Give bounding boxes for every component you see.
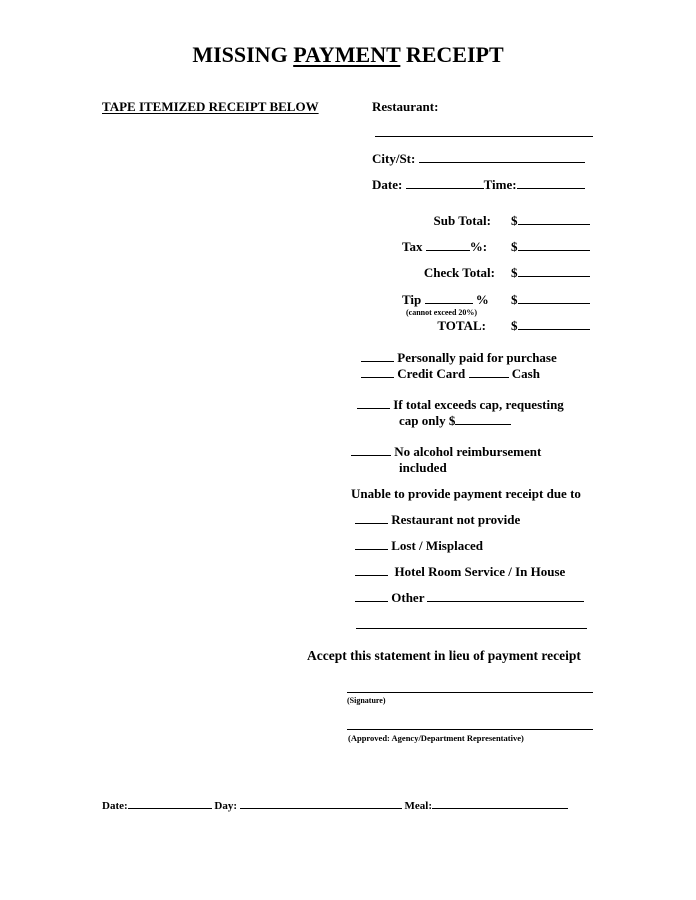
check-total-label: Check Total: [423, 265, 495, 280]
city-label: City/St: [372, 151, 416, 166]
cap-amount-row [399, 413, 511, 429]
total-row [511, 318, 590, 334]
credit-card-check[interactable] [361, 366, 394, 378]
cap-label-line1: If total exceeds cap, requesting [393, 397, 564, 412]
other-reason-field[interactable] [427, 590, 584, 602]
check-total-field[interactable] [518, 265, 590, 277]
restaurant-field[interactable] [375, 136, 593, 137]
subtotal-field[interactable] [518, 213, 590, 225]
footer-date-label: Date: [102, 800, 128, 812]
credit-card-label: Credit Card [397, 366, 466, 381]
currency-symbol: $ [511, 292, 518, 307]
footer-meal-field[interactable] [432, 799, 568, 809]
personally-paid-row [361, 350, 557, 366]
title-suffix: RECEIPT [405, 42, 504, 67]
tip-row [511, 292, 590, 308]
footer-date-field[interactable] [128, 799, 212, 809]
tip-label-row [402, 292, 489, 308]
approval-signature-field[interactable] [347, 729, 593, 730]
tax-label: Tax [402, 239, 423, 254]
cap-amount-field[interactable] [455, 413, 511, 425]
date-label: Date: [372, 177, 403, 192]
city-row [372, 151, 585, 167]
reason-label: Hotel Room Service / In House [394, 564, 566, 579]
personally-paid-check[interactable] [361, 350, 394, 362]
other-reason-continuation-field[interactable] [356, 628, 587, 629]
currency-symbol: $ [511, 239, 518, 254]
tip-label: Tip [402, 292, 422, 307]
currency-symbol: $ [511, 318, 518, 333]
reasons-heading: Unable to provide payment receipt due to [351, 486, 581, 501]
total-field[interactable] [518, 318, 590, 330]
footer-meal-label: Meal: [404, 800, 432, 812]
date-field[interactable] [406, 177, 484, 189]
subtotal-row [511, 213, 590, 229]
cap-label-line2: cap only $ [399, 413, 456, 428]
footer-row [102, 799, 568, 813]
payment-method-row [361, 366, 540, 382]
currency-symbol: $ [511, 265, 518, 280]
approved-label: (Approved: Agency/Department Representative) [348, 733, 524, 743]
cash-check[interactable] [469, 366, 509, 378]
total-label: TOTAL: [437, 318, 486, 333]
title-prefix: MISSING [192, 42, 288, 67]
alcohol-label-line2: included [399, 460, 447, 475]
tip-amount-field[interactable] [518, 292, 590, 304]
reason-check[interactable] [355, 538, 388, 550]
reason-item [355, 590, 584, 606]
subtotal-label: Sub Total: [433, 213, 491, 228]
reason-check[interactable] [355, 564, 388, 576]
cap-check[interactable] [357, 397, 390, 409]
time-label: Time: [483, 177, 517, 192]
cash-label: Cash [511, 366, 540, 381]
tax-label-row [402, 239, 487, 255]
city-field[interactable] [419, 151, 585, 163]
alcohol-row [351, 444, 541, 460]
tax-amount-field[interactable] [518, 239, 590, 251]
currency-symbol: $ [511, 213, 518, 228]
personally-paid-label: Personally paid for purchase [397, 350, 557, 365]
footer-day-field[interactable] [240, 799, 402, 809]
reason-item [355, 512, 520, 528]
alcohol-label-line1: No alcohol reimbursement [394, 444, 542, 459]
tip-percent-sign: % [475, 292, 489, 307]
tip-cap-note: (cannot exceed 20%) [406, 308, 478, 317]
accept-statement: Accept this statement in lieu of payment receipt [307, 648, 581, 663]
footer-day-label: Day: [214, 800, 238, 812]
page-title [0, 42, 696, 68]
reason-label: Other [391, 590, 425, 605]
tax-row [511, 239, 590, 255]
signature-label: (Signature) [347, 696, 386, 705]
cap-row [357, 397, 564, 413]
reason-item [355, 564, 565, 580]
check-total-row [511, 265, 590, 281]
reason-item [355, 538, 483, 554]
alcohol-check[interactable] [351, 444, 391, 456]
reason-check[interactable] [355, 590, 388, 602]
title-underlined: PAYMENT [293, 42, 401, 67]
time-field[interactable] [517, 177, 585, 189]
reason-label: Restaurant not provide [391, 512, 521, 527]
tip-percent-field[interactable] [425, 292, 473, 304]
tax-percent-field[interactable] [426, 239, 470, 251]
reason-label: Lost / Misplaced [391, 538, 483, 553]
tax-percent-sign: %: [469, 239, 488, 254]
tape-receipt-instruction: TAPE ITEMIZED RECEIPT BELOW [102, 99, 319, 114]
restaurant-label: Restaurant: [372, 99, 439, 114]
reason-check[interactable] [355, 512, 388, 524]
signature-field[interactable] [347, 692, 593, 693]
date-time-row [372, 177, 585, 193]
